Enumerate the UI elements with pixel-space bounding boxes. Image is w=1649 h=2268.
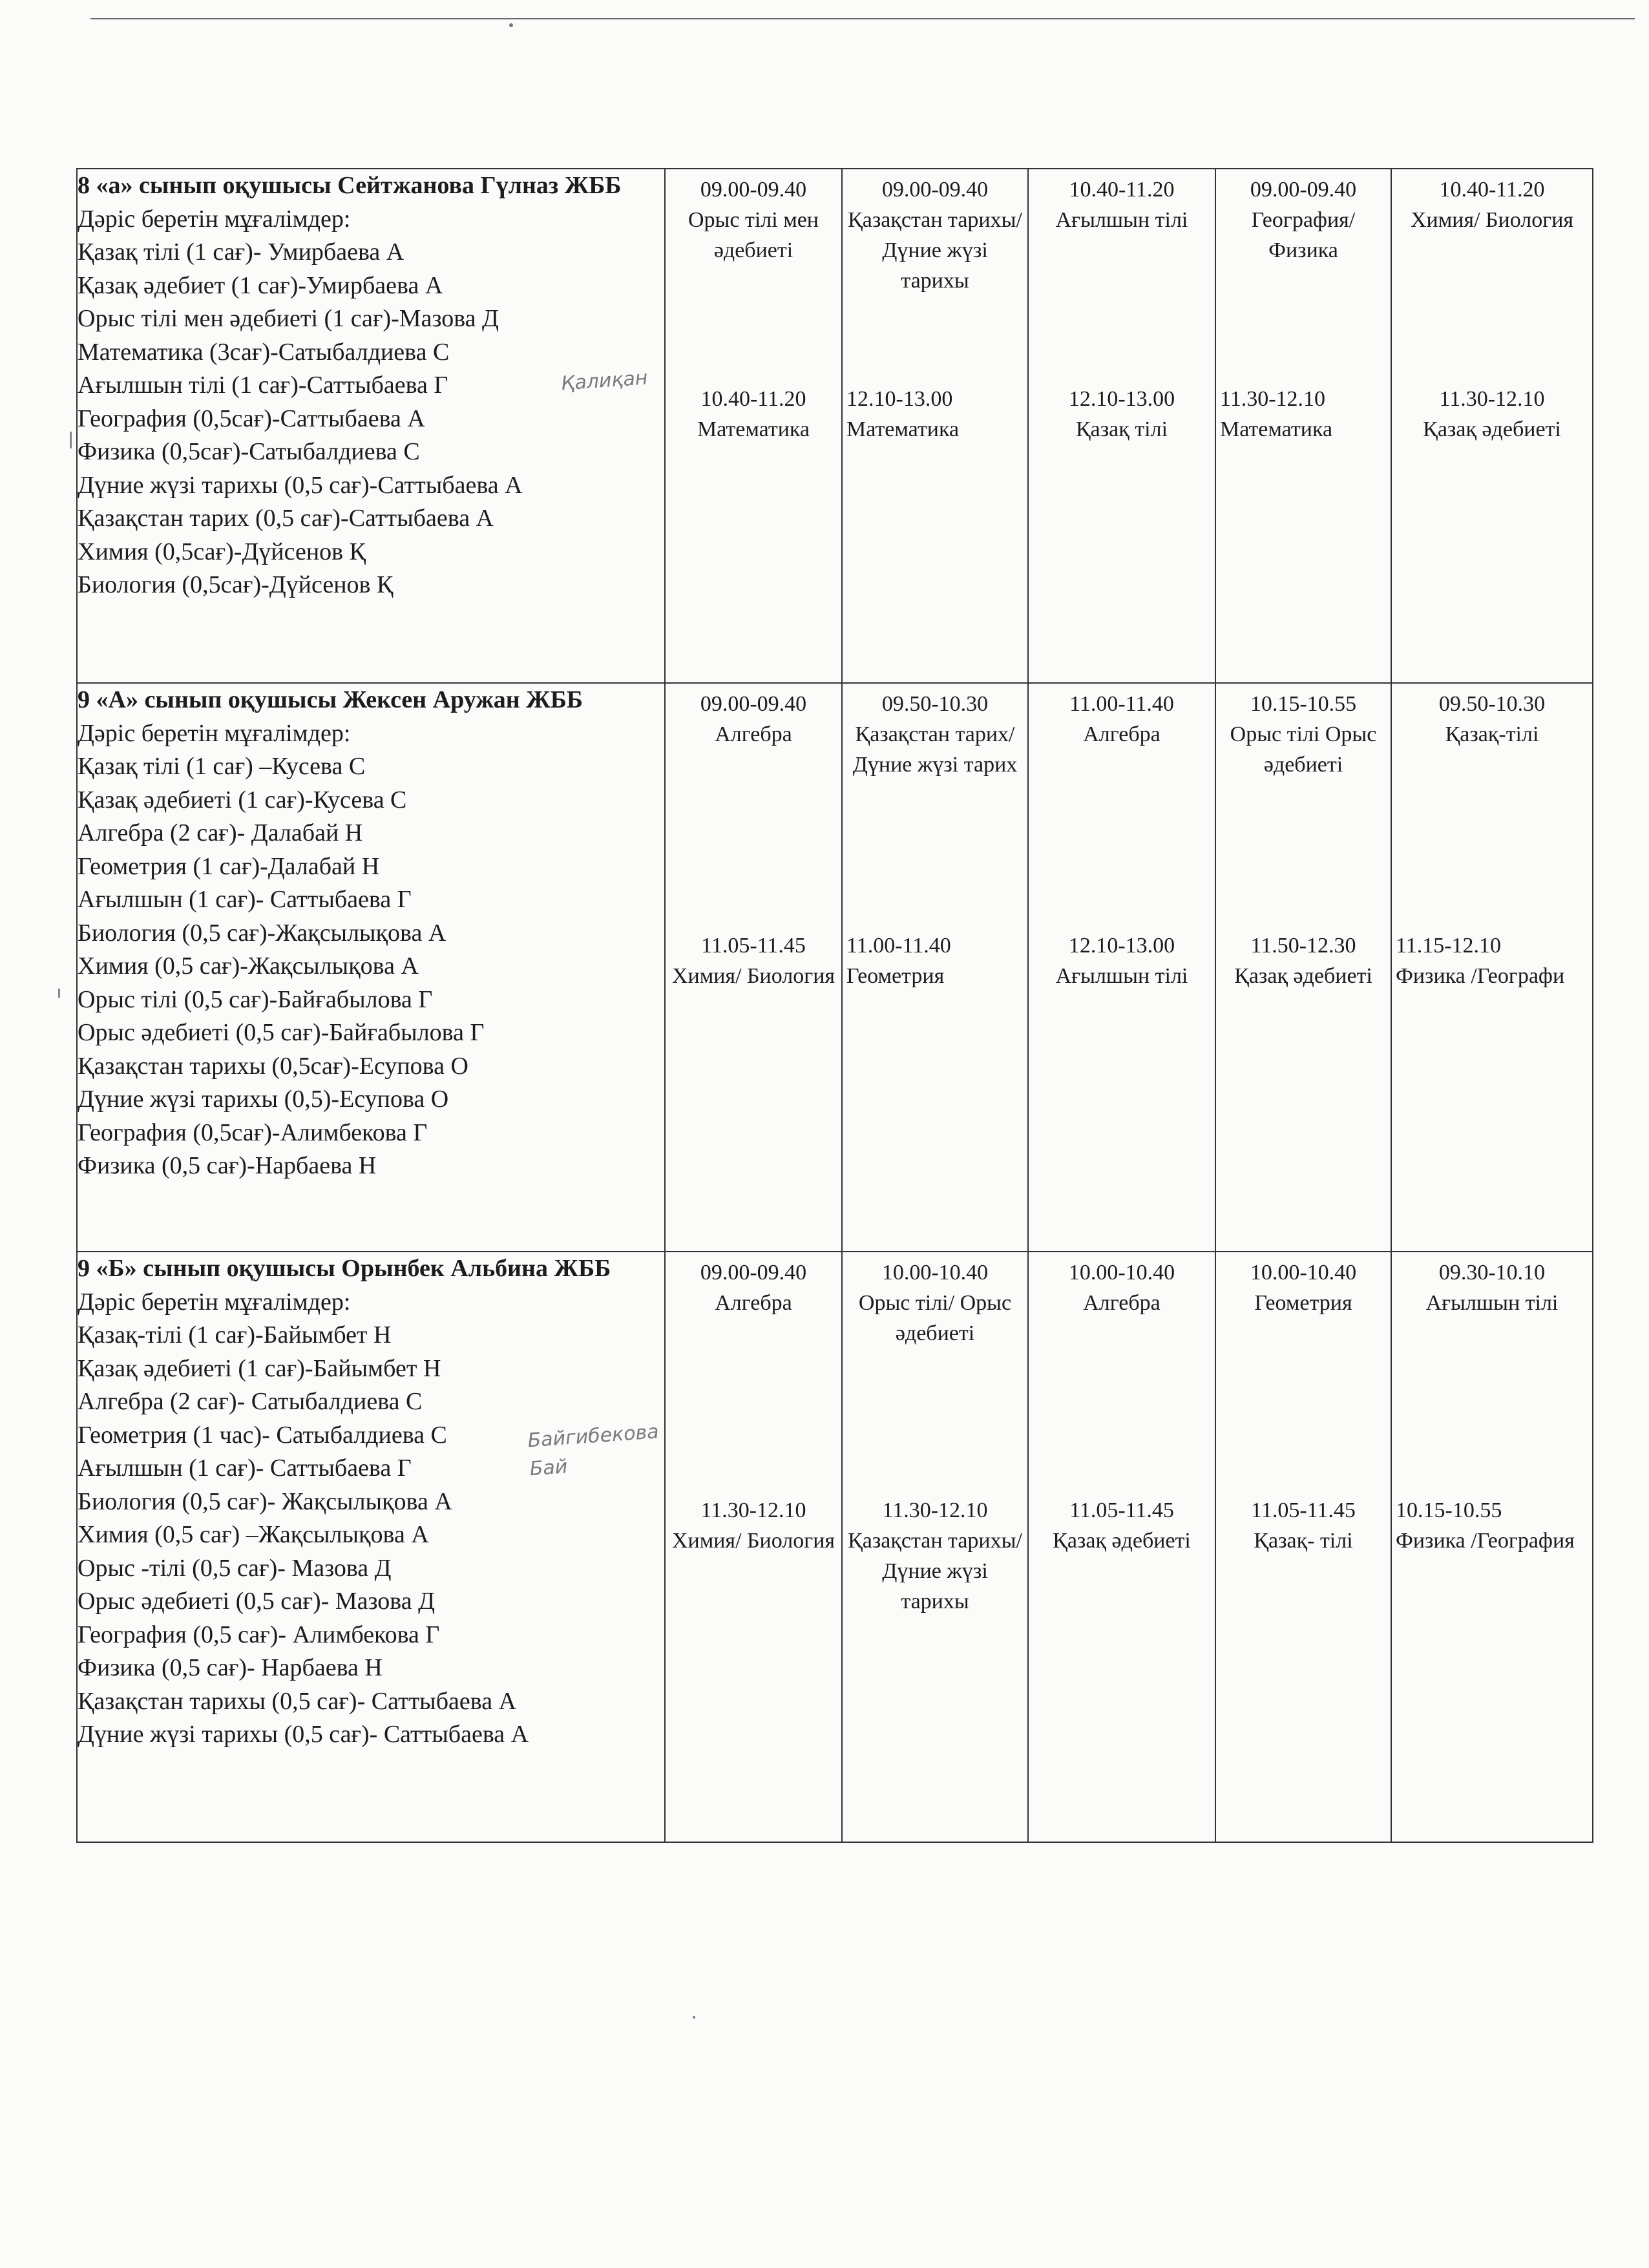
handwritten-note: Байгибекова Бай bbox=[527, 1420, 660, 1481]
lesson-time: 10.00-10.40 bbox=[881, 1261, 989, 1285]
lesson-slot bbox=[1033, 174, 1211, 235]
teacher-line: Физика (0,5сағ)-Сатыбалдиева С bbox=[78, 438, 420, 465]
lesson-subject: Химия/ Биология bbox=[1410, 208, 1574, 232]
lesson-subject: Химия/ Биология bbox=[671, 1529, 835, 1553]
lesson-time: 10.40-11.20 bbox=[1439, 178, 1545, 202]
lesson-time: 11.30-12.10 bbox=[1439, 387, 1545, 411]
lesson-time: 11.00-11.40 bbox=[846, 934, 951, 958]
teacher-line: Қазақ тілі (1 сағ)- Умирбаева А bbox=[78, 238, 404, 266]
day-cell bbox=[665, 169, 842, 683]
class-info-cell bbox=[77, 1252, 665, 1842]
teacher-line: Биология (0,5сағ)-Дүйсенов Қ bbox=[78, 571, 394, 598]
day-cell bbox=[1215, 1252, 1391, 1842]
teacher-line: Қазақстан тарихы (0,5 сағ)- Саттыбаева А bbox=[78, 1687, 517, 1715]
day-cell bbox=[1215, 169, 1391, 683]
teacher-line: Қазақ тілі (1 сағ) –Кусева С bbox=[78, 753, 366, 780]
lesson-slot bbox=[1396, 1495, 1588, 1556]
lesson-time: 09.00-09.40 bbox=[700, 692, 807, 716]
teacher-line: Химия (0,5 сағ)-Жақсылықова А bbox=[78, 952, 419, 980]
lesson-time: 11.30-12.10 bbox=[882, 1498, 988, 1522]
teacher-line: География (0,5 сағ)- Алимбекова Г bbox=[78, 1621, 440, 1648]
teacher-line: Физика (0,5 сағ)-Нарбаева Н bbox=[78, 1152, 377, 1179]
lesson-subject: Геометрия bbox=[846, 964, 945, 988]
lesson-subject: Алгебра bbox=[1083, 1291, 1161, 1315]
lesson-slot bbox=[1033, 1495, 1211, 1556]
lesson-time: 10.00-10.40 bbox=[1068, 1261, 1175, 1285]
class-info-cell bbox=[77, 683, 665, 1252]
teacher-line: Дүние жүзі тарихы (0,5)-Есупова О bbox=[78, 1086, 449, 1113]
schedule-table bbox=[76, 168, 1593, 1843]
teacher-line: Орыс әдебиеті (0,5 сағ)-Байғабылова Г bbox=[78, 1019, 485, 1046]
teacher-line: Қазақ әдебиеті (1 сағ)-Байымбет Н bbox=[78, 1354, 441, 1382]
lesson-slot bbox=[1033, 384, 1211, 445]
teacher-line: Орыс тілі мен әдебиеті (1 сағ)-Мазова Д bbox=[78, 305, 499, 332]
lesson-slot bbox=[1396, 1257, 1588, 1318]
class-title: 8 «а» сынып оқушысы Сейтжанова Гүлназ ЖББ bbox=[78, 172, 622, 199]
lesson-subject: Ағылшын тілі bbox=[1055, 964, 1188, 988]
lesson-slot bbox=[1396, 174, 1588, 235]
lesson-subject: Қазақ әдебиеті bbox=[1423, 417, 1561, 441]
day-cell bbox=[1028, 683, 1215, 1252]
teacher-line: Биология (0,5 сағ)-Жақсылықова А bbox=[78, 919, 446, 947]
lesson-subject: Орыс тілі Орыс әдебиеті bbox=[1230, 722, 1377, 777]
teacher-line: География (0,5сағ)-Алимбекова Г bbox=[78, 1118, 428, 1146]
class-info-cell bbox=[77, 169, 665, 683]
teacher-line: Қазақстан тарихы (0,5сағ)-Есупова О bbox=[78, 1052, 468, 1080]
lesson-time: 09.50-10.30 bbox=[881, 692, 989, 716]
lesson-slot bbox=[846, 1257, 1024, 1349]
lesson-slot bbox=[669, 174, 837, 266]
lesson-subject: Қазақстан тарих/ Дүние жүзі тарих bbox=[852, 722, 1018, 777]
day-cell bbox=[1391, 169, 1593, 683]
lesson-subject: Математика bbox=[1220, 417, 1333, 441]
lesson-subject: Геометрия bbox=[1254, 1291, 1352, 1315]
scan-mark bbox=[70, 432, 72, 448]
class-title: 9 «Б» сынып оқушысы Орынбек Альбина ЖББ bbox=[78, 1255, 611, 1282]
teacher-line: Биология (0,5 сағ)- Жақсылықова А bbox=[78, 1487, 452, 1515]
lesson-time: 11.00-11.40 bbox=[1069, 692, 1174, 716]
lesson-slot bbox=[1220, 930, 1387, 991]
lesson-time: 11.05-11.45 bbox=[1069, 1498, 1174, 1522]
lesson-slot bbox=[846, 384, 1024, 445]
lesson-slot bbox=[846, 689, 1024, 780]
teacher-line: Химия (0,5сағ)-Дүйсенов Қ bbox=[78, 538, 366, 565]
teacher-line: Қазақ әдебиет (1 сағ)-Умирбаева А bbox=[78, 271, 443, 299]
lesson-time: 09.00-09.40 bbox=[1250, 178, 1357, 202]
day-cell bbox=[842, 683, 1028, 1252]
lesson-subject: Қазақ әдебиеті bbox=[1053, 1529, 1191, 1553]
lesson-time: 11.15-12.10 bbox=[1396, 934, 1502, 958]
day-cell bbox=[1391, 1252, 1593, 1842]
lesson-slot bbox=[1220, 689, 1387, 780]
day-cell bbox=[1028, 169, 1215, 683]
class-title: 9 «А» сынып оқушысы Жексен Аружан ЖББ bbox=[78, 686, 583, 713]
lesson-slot bbox=[669, 384, 837, 445]
teacher-line: Орыс -тілі (0,5 сағ)- Мазова Д bbox=[78, 1554, 392, 1582]
teacher-line: Физика (0,5 сағ)- Нарбаева Н bbox=[78, 1654, 383, 1681]
lesson-subject: География/ Физика bbox=[1251, 208, 1356, 262]
lesson-subject: Физика /География bbox=[1396, 1529, 1575, 1553]
lesson-slot bbox=[1396, 930, 1588, 991]
teacher-line: Орыс тілі (0,5 сағ)-Байғабылова Г bbox=[78, 985, 433, 1013]
lesson-slot bbox=[1033, 689, 1211, 750]
teacher-line: Қазақ-тілі (1 сағ)-Байымбет Н bbox=[78, 1321, 392, 1349]
lesson-time: 10.15-10.55 bbox=[1396, 1498, 1502, 1522]
lesson-slot bbox=[1396, 689, 1588, 750]
teacher-line: Математика (3сағ)-Сатыбалдиева С bbox=[78, 338, 450, 366]
lesson-subject: Қазақ-тілі bbox=[1445, 722, 1539, 746]
lesson-time: 11.50-12.30 bbox=[1250, 934, 1356, 958]
teachers-label: Дәріс беретін мұғалімдер: bbox=[78, 205, 351, 233]
teacher-line: Геометрия (1 час)- Сатыбалдиева С bbox=[78, 1421, 447, 1449]
teachers-label: Дәріс беретін мұғалімдер: bbox=[78, 719, 351, 747]
lesson-slot bbox=[1396, 384, 1588, 445]
lesson-time: 09.00-09.40 bbox=[881, 178, 989, 202]
lesson-time: 10.40-11.20 bbox=[700, 387, 806, 411]
day-cell bbox=[1215, 683, 1391, 1252]
teacher-line: Ағылшын (1 сағ)- Саттыбаева Г bbox=[78, 886, 412, 913]
lesson-subject: Орыс тілі мен әдебиеті bbox=[688, 208, 819, 262]
lesson-subject: Математика bbox=[697, 417, 810, 441]
lesson-time: 11.05-11.45 bbox=[1251, 1498, 1356, 1522]
lesson-subject: Ағылшын тілі bbox=[1055, 208, 1188, 232]
scan-speck bbox=[693, 2016, 695, 2019]
lesson-subject: Қазақстан тарихы/ Дүние жүзі тарихы bbox=[848, 1529, 1022, 1613]
lesson-slot bbox=[669, 1495, 837, 1556]
teacher-line: Қазақстан тарих (0,5 сағ)-Саттыбаева А bbox=[78, 505, 494, 532]
teacher-line: Дүние жүзі тарихы (0,5 сағ)- Саттыбаева А bbox=[78, 1721, 529, 1748]
lesson-time: 10.40-11.20 bbox=[1069, 178, 1175, 202]
teacher-line: Алгебра (2 сағ)- Далабай Н bbox=[78, 819, 363, 846]
lesson-slot bbox=[669, 1257, 837, 1318]
schedule-row bbox=[77, 1252, 1593, 1842]
lesson-subject: Алгебра bbox=[715, 1291, 792, 1315]
lesson-time: 12.10-13.00 bbox=[1068, 387, 1175, 411]
teacher-line: География (0,5сағ)-Саттыбаева А bbox=[78, 404, 425, 432]
lesson-slot bbox=[1220, 384, 1387, 445]
lesson-time: 09.30-10.10 bbox=[1438, 1261, 1546, 1285]
lesson-time: 11.30-12.10 bbox=[1220, 387, 1326, 411]
lesson-slot bbox=[846, 174, 1024, 296]
lesson-slot bbox=[1220, 1257, 1387, 1318]
teacher-line: Дүние жүзі тарихы (0,5 сағ)-Саттыбаева А bbox=[78, 471, 523, 499]
teacher-line: Орыс әдебиеті (0,5 сағ)- Мазова Д bbox=[78, 1588, 436, 1615]
day-cell bbox=[1391, 683, 1593, 1252]
lesson-time: 09.00-09.40 bbox=[700, 1261, 807, 1285]
lesson-subject: Математика bbox=[846, 417, 960, 441]
lesson-time: 11.30-12.10 bbox=[700, 1498, 806, 1522]
teacher-line: Ағылшын тілі (1 сағ)-Саттыбаева Г bbox=[78, 372, 448, 399]
lesson-subject: Қазақ- тілі bbox=[1254, 1529, 1353, 1553]
scan-speck bbox=[509, 23, 513, 27]
lesson-subject: Алгебра bbox=[715, 722, 792, 746]
lesson-subject: Қазақстан тарихы/ Дүние жүзі тарихы bbox=[848, 208, 1022, 293]
lesson-time: 09.00-09.40 bbox=[700, 178, 807, 202]
lesson-slot bbox=[669, 689, 837, 750]
lesson-time: 12.10-13.00 bbox=[846, 387, 953, 411]
schedule-row bbox=[77, 683, 1593, 1252]
handwritten-note: Қалиқан bbox=[560, 366, 649, 395]
lesson-slot bbox=[669, 930, 837, 991]
schedule-row bbox=[77, 169, 1593, 683]
lesson-slot bbox=[846, 1495, 1024, 1617]
teacher-line: Геометрия (1 сағ)-Далабай Н bbox=[78, 852, 380, 880]
day-cell bbox=[665, 683, 842, 1252]
lesson-subject: Химия/ Биология bbox=[671, 964, 835, 988]
lesson-subject: Алгебра bbox=[1083, 722, 1161, 746]
lesson-slot bbox=[1220, 174, 1387, 266]
scan-top-rule bbox=[90, 18, 1635, 19]
lesson-subject: Орыс тілі/ Орыс әдебиеті bbox=[858, 1291, 1012, 1345]
day-cell bbox=[665, 1252, 842, 1842]
lesson-subject: Ағылшын тілі bbox=[1425, 1291, 1559, 1315]
day-cell bbox=[842, 169, 1028, 683]
lesson-subject: Қазақ тілі bbox=[1075, 417, 1168, 441]
lesson-subject: Қазақ әдебиеті bbox=[1234, 964, 1372, 988]
lesson-time: 10.15-10.55 bbox=[1250, 692, 1357, 716]
teacher-line: Химия (0,5 сағ) –Жақсылықова А bbox=[78, 1521, 429, 1548]
teachers-label: Дәріс беретін мұғалімдер: bbox=[78, 1288, 351, 1316]
teacher-line: Ағылшын (1 сағ)- Саттыбаева Г bbox=[78, 1454, 412, 1482]
lesson-slot bbox=[1033, 1257, 1211, 1318]
lesson-time: 09.50-10.30 bbox=[1438, 692, 1546, 716]
day-cell bbox=[1028, 1252, 1215, 1842]
lesson-subject: Физика /Географи bbox=[1396, 964, 1565, 988]
lesson-slot bbox=[846, 930, 1024, 991]
day-cell bbox=[842, 1252, 1028, 1842]
lesson-slot bbox=[1220, 1495, 1387, 1556]
lesson-time: 12.10-13.00 bbox=[1068, 934, 1175, 958]
lesson-slot bbox=[1033, 930, 1211, 991]
scan-mark bbox=[58, 989, 60, 998]
lesson-time: 10.00-10.40 bbox=[1250, 1261, 1357, 1285]
lesson-time: 11.05-11.45 bbox=[701, 934, 806, 958]
teacher-line: Алгебра (2 сағ)- Сатыбалдиева С bbox=[78, 1388, 423, 1415]
teacher-line: Қазақ әдебиеті (1 сағ)-Кусева С bbox=[78, 786, 407, 814]
